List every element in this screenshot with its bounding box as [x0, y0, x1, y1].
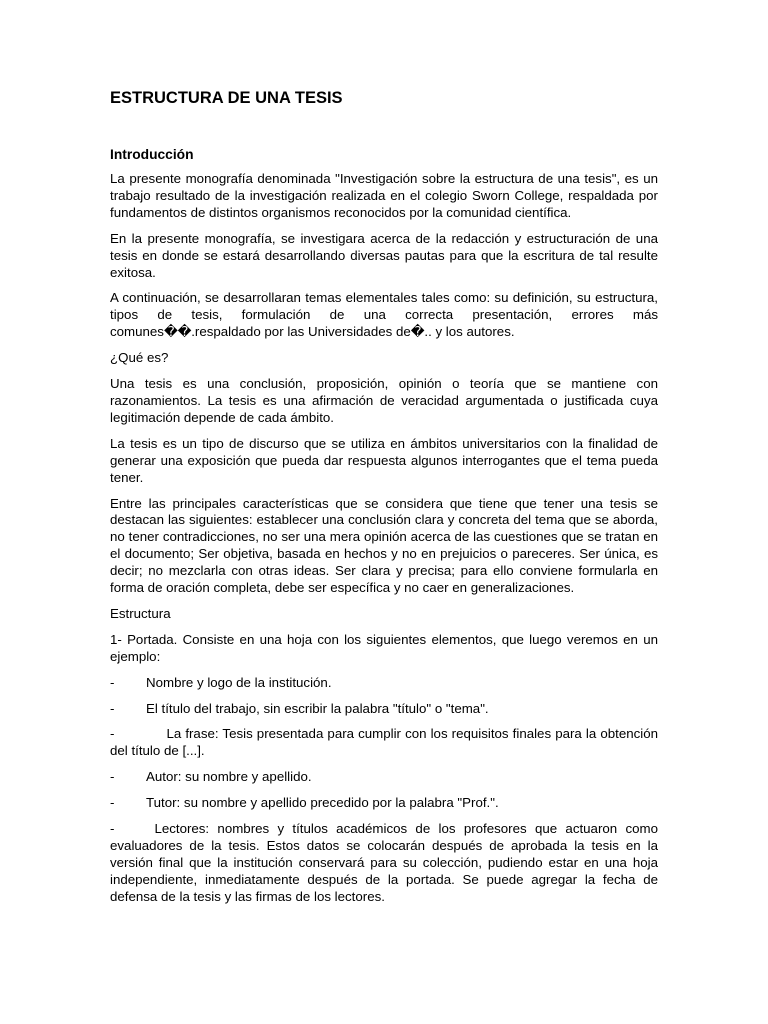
list-item-frase [110, 726, 658, 760]
list-item-lectores [110, 821, 658, 906]
list-item-text: Nombre y logo de la institución. [146, 674, 332, 690]
list-item-text: La frase: Tesis presentada para cumplir con los requisitos finales para la obtención del título de [...]. [110, 726, 658, 759]
list-item [110, 769, 658, 786]
list-item-text: Lectores: nombres y títulos académicos de los profesores que actuaron como evaluadores de la tesis. Estos datos se colocarán después de aprobada la tesis en la versión final que la institución conservará para su colección, pudiendo estar en una hoja independiente, inmediatamente después de la portada. Se puede agregar la fecha de defensa de la tesis y las firmas de los lectores. [110, 821, 658, 904]
list-dash: - [110, 726, 115, 742]
list-dash: - [110, 821, 115, 837]
intro-paragraph-1: La presente monografía denominada "Investigación sobre la estructura de una tesis", es un trabajo resultado de la investigación realizada en el colegio Sworn College, respaldada por fundamentos de distintos organismos reconocidos por la comunidad científica. [110, 171, 658, 220]
list-dash: - [110, 769, 115, 785]
list-dash: - [110, 700, 115, 716]
intro-paragraph-3: A continuación, se desarrollaran temas elementales tales como: su definición, su estructura, tipos de tesis, formulación de una correcta presentación, errores más comunes��.respaldado por las Universidades de�.. y los autores. [110, 290, 658, 340]
intro-paragraph-2: En la presente monografía, se investigara acerca de la redacción y estructuración de una tesis en donde se estará desarrollando diversas pautas para que la escritura de tal resulte exitosa. [110, 230, 658, 280]
list-item-text: Autor: su nombre y apellido. [146, 769, 312, 785]
list-item-text: El título del trabajo, sin escribir la palabra "título" o "tema". [146, 700, 489, 716]
que-es-heading: ¿Qué es? [110, 350, 169, 366]
estructura-heading: Estructura [110, 605, 171, 621]
list-dash: - [110, 674, 115, 690]
list-item [110, 675, 658, 692]
list-dash: - [110, 795, 115, 811]
list-item [110, 701, 658, 718]
que-es-paragraph-2: La tesis es un tipo de discurso que se utiliza en ámbitos universitarios con la finalidad de generar una exposición que pueda dar respuesta algunos interrogantes que el tema pueda tener. [110, 435, 658, 485]
portada-intro: 1- Portada. Consiste en una hoja con los siguientes elementos, que luego veremos en un ejemplo: [110, 631, 658, 664]
que-es-paragraph-3: Entre las principales características que se considera que tiene que tener una tesis se destacan las siguientes: establecer una conclusión clara y concreta del tema que se aborda, no tener contradicciones, no ser una mera opinión acerca de las cuestiones que se tratan en el documento; Ser objetiva, basada en hechos y no en prejuicios o pareceres. Ser única, es decir; no mezclarla con otras ideas. Ser clara y precisa; para ello conviene formularla en forma de oración completa, debe ser específica y no caer en generalizaciones. [110, 495, 658, 596]
document-title: ESTRUCTURA DE UNA TESIS [110, 89, 343, 107]
intro-heading: Introducción [110, 147, 194, 162]
que-es-paragraph-1: Una tesis es una conclusión, proposición, opinión o teoría que se mantiene con razonamientos. La tesis es una afirmación de veracidad argumentada o justificada cuya legitimación depende de cada ámbito. [110, 376, 658, 425]
list-item-text: Tutor: su nombre y apellido precedido por la palabra "Prof.". [146, 795, 499, 811]
list-item [110, 795, 658, 812]
document-page [110, 88, 658, 915]
